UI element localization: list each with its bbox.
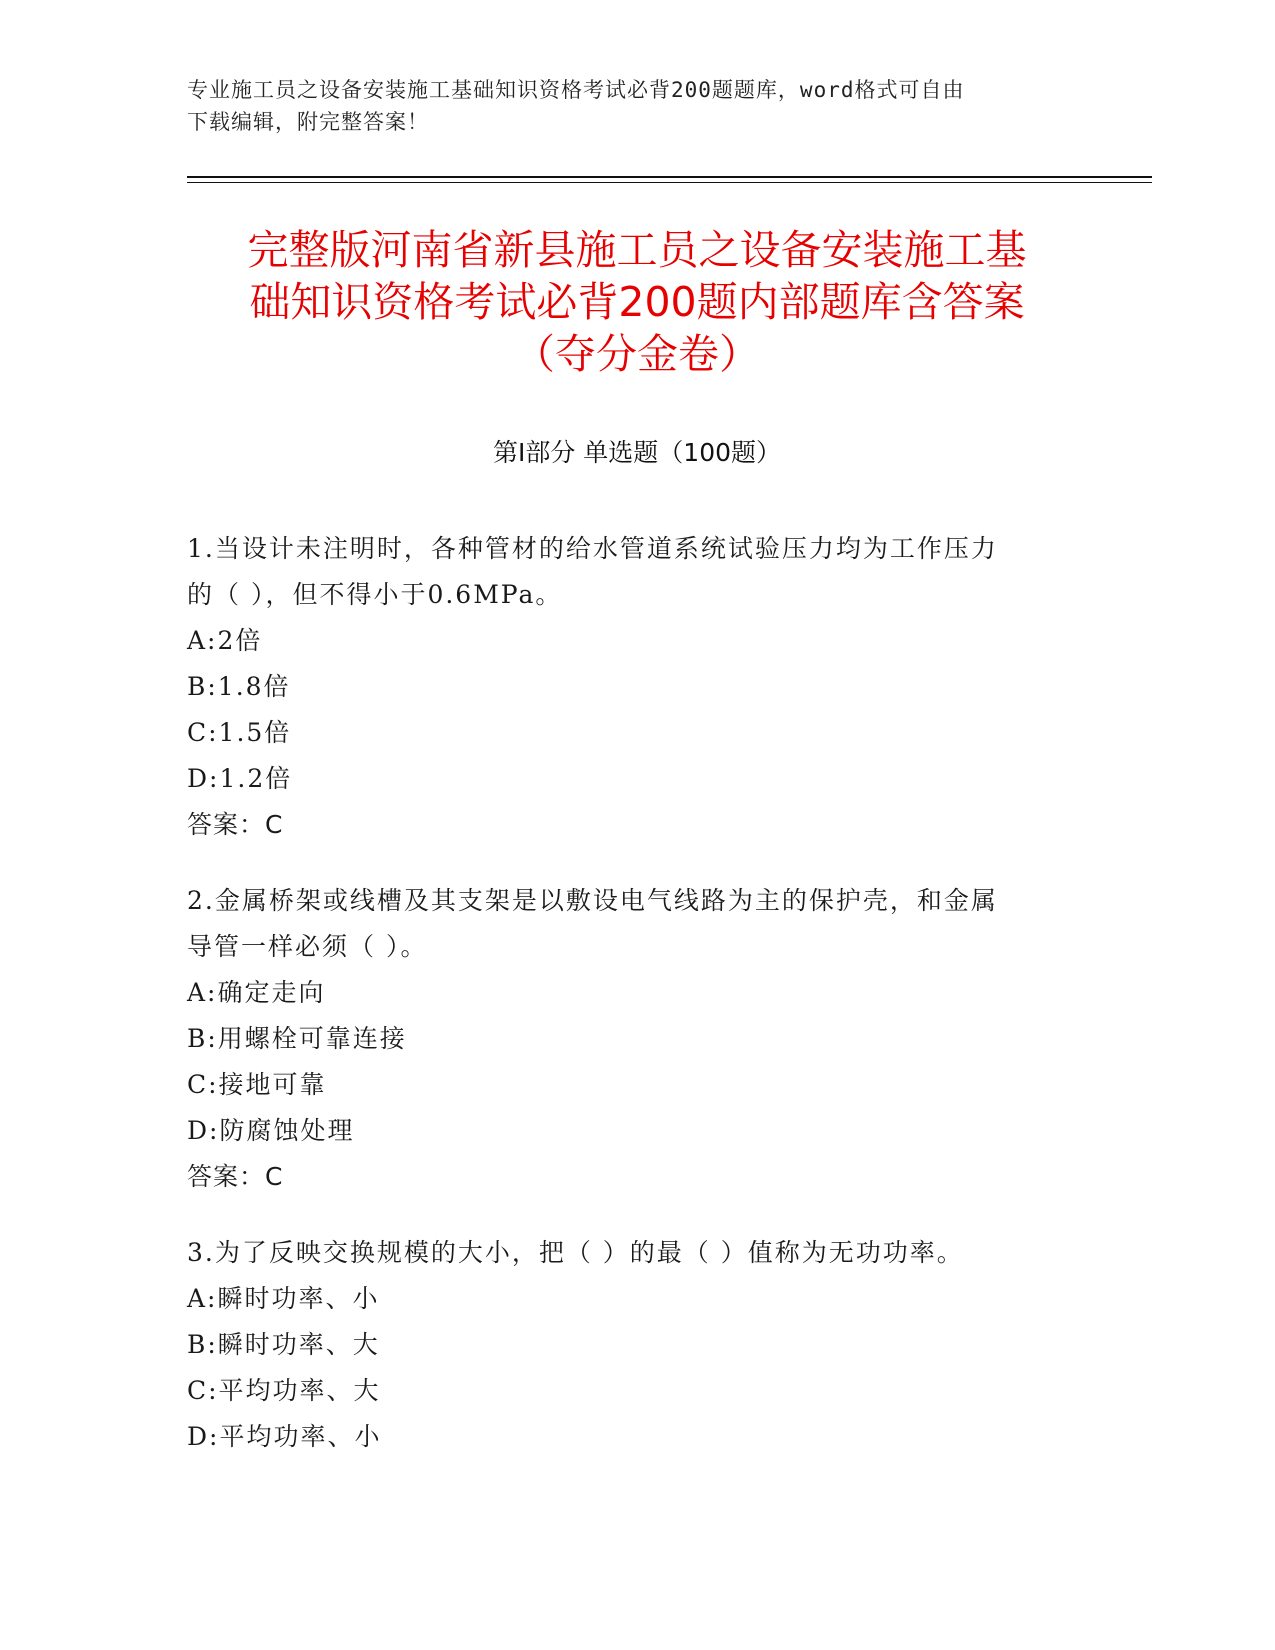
answer: 答案：C xyxy=(187,1162,284,1191)
document-title-line-1: 完整版河南省新县施工员之设备安装施工基 xyxy=(247,226,1027,274)
question-1 xyxy=(187,526,1067,848)
option-b: B:用螺栓可靠连接 xyxy=(187,1024,407,1053)
header-note-line-1: 专业施工员之设备安装施工基础知识资格考试必背200题题库，word格式可自由 xyxy=(187,78,965,102)
question-stem-line: 2.金属桥架或线槽及其支架是以敷设电气线路为主的保护壳，和金属 xyxy=(187,886,998,915)
option-d: D:1.2倍 xyxy=(187,764,293,793)
question-2 xyxy=(187,878,1067,1200)
question-stem-line: 的（ ），但不得小于0.6MPa。 xyxy=(187,580,563,609)
header-divider-thick xyxy=(187,176,1152,178)
question-stem-line: 1.当设计未注明时，各种管材的给水管道系统试验压力均为工作压力 xyxy=(187,534,998,563)
question-stem-line: 导管一样必须（ ）。 xyxy=(187,932,428,961)
option-d: D:防腐蚀处理 xyxy=(187,1116,355,1145)
option-c: C:接地可靠 xyxy=(187,1070,327,1099)
question-list xyxy=(187,526,1067,1490)
option-a: A:确定走向 xyxy=(187,978,326,1007)
header-divider-thin xyxy=(187,182,1152,183)
option-b: B:1.8倍 xyxy=(187,672,291,701)
document-title xyxy=(187,224,1087,380)
option-c: C:平均功率、大 xyxy=(187,1376,381,1405)
question-stem-line: 3.为了反映交换规模的大小，把（ ）的最（ ）值称为无功功率。 xyxy=(187,1238,964,1267)
section-heading: 第Ⅰ部分 单选题（100题） xyxy=(492,438,782,467)
header-note xyxy=(187,74,1077,138)
option-c: C:1.5倍 xyxy=(187,718,292,747)
option-d: D:平均功率、小 xyxy=(187,1422,382,1451)
header-note-line-2: 下载编辑，附完整答案！ xyxy=(187,110,429,134)
document-title-line-2: 础知识资格考试必背200题内部题库含答案 xyxy=(249,278,1025,326)
option-b: B:瞬时功率、大 xyxy=(187,1330,380,1359)
option-a: A:瞬时功率、小 xyxy=(187,1284,380,1313)
answer: 答案：C xyxy=(187,810,284,839)
option-a: A:2倍 xyxy=(187,626,263,655)
question-3 xyxy=(187,1230,1067,1460)
document-title-line-3: （夺分金卷） xyxy=(514,330,760,378)
